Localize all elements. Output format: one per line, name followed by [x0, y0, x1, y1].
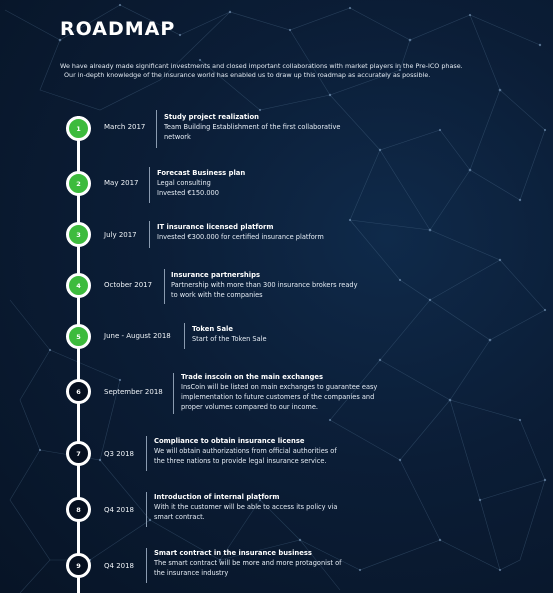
milestone-node: 4 [66, 273, 91, 298]
milestone-node: 2 [66, 171, 91, 196]
milestone-divider [173, 373, 174, 414]
milestone-node: 7 [66, 441, 91, 466]
milestone-node: 1 [66, 116, 91, 141]
milestone-content [157, 223, 324, 242]
milestone-title: Introduction of internal platform [154, 493, 280, 501]
milestone-divider [164, 269, 165, 304]
milestone-divider [149, 167, 150, 203]
milestone-title: Trade inscoin on the main exchanges [181, 373, 324, 381]
intro-text [60, 62, 530, 80]
milestone-desc-line: Invested €300.000 for certified insurance platform [157, 233, 324, 241]
milestone-desc-line: the insurance industry [154, 569, 229, 577]
milestone-divider [146, 548, 147, 583]
milestone-desc-line: Invested €150.000 [157, 189, 219, 197]
milestone-desc-line: Start of the Token Sale [192, 335, 267, 343]
milestone-title: Study project realization [164, 113, 259, 121]
milestone-desc-line: We will obtain authorizations from official authorities of [154, 447, 337, 455]
milestone-date: May 2017 [104, 179, 139, 187]
milestone-node: 5 [66, 324, 91, 349]
milestone-content [154, 437, 337, 466]
milestone-content [171, 271, 357, 300]
milestone-desc-line: implementation to future customers of the companies and [181, 393, 375, 401]
milestone-date: Q4 2018 [104, 562, 135, 570]
milestone-date: June - August 2018 [104, 332, 171, 340]
milestone-title: Compliance to obtain insurance license [154, 437, 305, 445]
milestone-desc-line: InsCoin will be listed on main exchanges to guarantee easy [181, 383, 378, 391]
milestone-desc-line: Legal consulting [157, 179, 211, 187]
milestone-divider [156, 110, 157, 148]
milestone-divider [184, 323, 185, 349]
milestone-date: Q4 2018 [104, 506, 135, 514]
milestone-desc-line: Partnership with more than 300 insurance brokers ready [171, 281, 358, 289]
milestone-node: 9 [66, 553, 91, 578]
milestone-date: September 2018 [104, 388, 163, 396]
milestone-date: July 2017 [104, 231, 137, 239]
milestone-title: Insurance partnerships [171, 271, 261, 279]
milestone-node: 8 [66, 497, 91, 522]
milestone-date: Q3 2018 [104, 450, 135, 458]
milestone-content [181, 373, 377, 412]
milestone-desc-line: With it the customer will be able to access its policy via [154, 503, 338, 511]
milestone-desc-line: network [164, 133, 191, 141]
page-title: ROADMAP [60, 18, 176, 40]
intro-line-1: We have already made significant investments and closed important collaborations with market players in the Pre-ICO phase. [60, 62, 463, 70]
milestone-desc-line: the three nations to provide legal insurance service. [154, 457, 327, 465]
milestone-node: 6 [66, 379, 91, 404]
milestone-desc-line: Team Building Establishment of the first collaborative [164, 123, 341, 131]
milestone-node: 3 [66, 222, 91, 247]
milestone-date: October 2017 [104, 281, 153, 289]
milestone-title: Token Sale [192, 325, 233, 333]
milestone-title: IT insurance licensed platform [157, 223, 274, 231]
milestone-content [154, 493, 337, 522]
milestone-content [154, 549, 341, 578]
milestone-content [192, 325, 267, 344]
milestone-desc-line: proper volumes compared to our income. [181, 403, 318, 411]
milestone-content [164, 113, 340, 142]
intro-line-2: Our in-depth knowledge of the insurance world has enabled us to draw up this roadmap as accurately as possible. [64, 71, 431, 79]
milestone-title: Forecast Business plan [157, 169, 246, 177]
milestone-date: March 2017 [104, 123, 146, 131]
milestone-desc-line: The smart contract will be more and more protagonist of [154, 559, 342, 567]
milestone-desc-line: to work with the companies [171, 291, 263, 299]
milestone-divider [146, 436, 147, 471]
milestone-desc-line: smart contract. [154, 513, 205, 521]
milestone-divider [149, 221, 150, 248]
milestone-content [157, 169, 245, 198]
milestone-divider [146, 492, 147, 527]
milestone-title: Smart contract in the insurance business [154, 549, 312, 557]
